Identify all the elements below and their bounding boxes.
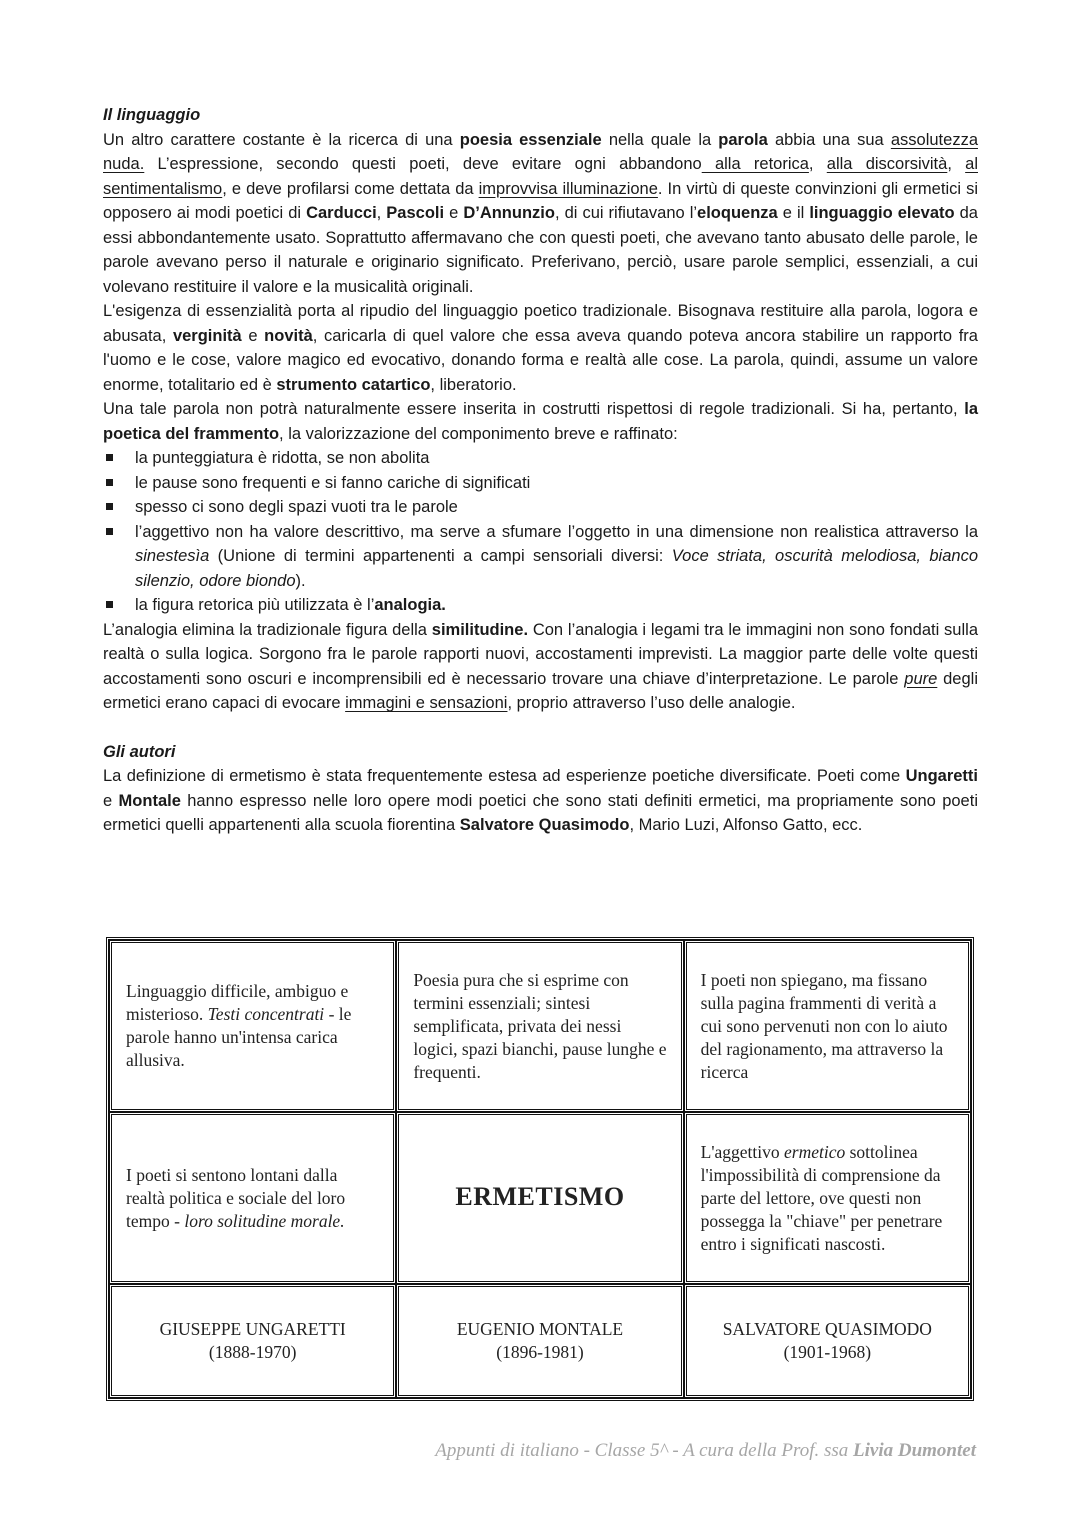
author-name: SALVATORE QUASIMODO bbox=[722, 1319, 932, 1339]
bullet-list-frammento bbox=[103, 446, 978, 618]
paragraph-linguaggio-4: L’analogia elimina la tradizionale figura della similitudine. Con l’analogia i legami tra le immagini non sono fondati sulla realtà o sulla logica. Sorgono fra le parole rapporti nuovi, accostamenti imprevisti. La maggior parte delle volte questi accostamenti sono oscuri e incomprensibili ed è necessario trovare una chiave d’interpretazione. Le parole pure degli ermetici erano capaci di evocare immagini e sensazioni, proprio attraverso l’uso delle analogie. bbox=[103, 620, 978, 712]
table-cell-solitudine: I poeti si sentono lontani dalla realtà politica e sociale del loro tempo - loro solitudine morale. bbox=[109, 1112, 396, 1284]
square-bullet-icon bbox=[106, 601, 113, 608]
table-row bbox=[109, 1284, 971, 1398]
list-item: l’aggettivo non ha valore descrittivo, ma serve a sfumare l’oggetto in una dimensione non realistica attraverso la sinestesìa (Unione di termini appartenenti a campi sensoriali diversi: Voce striata, oscurità melodiosa, bianco silenzio, odore biondo). bbox=[103, 520, 978, 594]
author-years: (1901-1968) bbox=[783, 1342, 872, 1362]
paragraph-linguaggio-2: L'esigenza di essenzialità porta al ripudio del linguaggio poetico tradizionale. Bisognava restituire alla parola, logora e abusata, verginità e novità, caricarla di quel valore che essa aveva quando poteva ancora stabilire un rapporto fra l'uomo e le cose, valore magico ed evocativo, donando forma e realtà alle cose. La parola, quindi, assume un valore enorme, totalitario ed è strumento catartico, liberatorio. bbox=[103, 302, 978, 394]
author-cell bbox=[684, 1284, 971, 1398]
table-row bbox=[109, 940, 971, 1112]
square-bullet-icon bbox=[106, 454, 113, 461]
list-item: la figura retorica più utilizzata è l’analogia. bbox=[103, 593, 978, 618]
list-item: spesso ci sono degli spazi vuoti tra le parole bbox=[103, 495, 978, 520]
table-title: ERMETISMO bbox=[455, 1182, 625, 1211]
list-item: le pause sono frequenti e si fanno cariche di significati bbox=[103, 471, 978, 496]
table-cell-title bbox=[396, 1112, 683, 1284]
paragraph-autori: La definizione di ermetismo è stata frequentemente estesa ad esperienze poetiche diversificate. Poeti come Ungaretti e Montale hanno espresso nelle loro opere modi poetici che sono stati definiti ermetici, ma propriamente sono poeti ermetici quelli appartenenti alla scuola fiorentina Salvatore Quasimodo, Mario Luzi, Alfonso Gatto, ecc. bbox=[103, 767, 978, 834]
author-cell bbox=[396, 1284, 683, 1398]
section-heading-autori: Gli autori bbox=[103, 742, 176, 761]
paragraph-linguaggio-1: Un altro carattere costante è la ricerca di una poesia essenziale nella quale la parola abbia una sua assolutezza nuda. L’espressione, secondo questi poeti, deve evitare ogni abbandono alla retorica, alla discorsività, al sentimentalismo, e deve profilarsi come dettata da improvvisa illuminazione. In virtù di queste convinzioni gli ermetici si opposero ai modi poetici di Carducci, Pascoli e D’Annunzio, di cui rifiutavano l’eloquenza e il linguaggio elevato da essi abbondantemente usato. Soprattutto affermavano che con questi poeti, che avevano tanto abusato delle parole, le parole avevano perso il naturale e originario significato. Preferivano, perciò, usare parole semplici, essenziali, a cui volevano restituire il valore e la musicalità originali. bbox=[103, 130, 978, 296]
ermetismo-summary-table bbox=[106, 937, 974, 1401]
table-cell-linguaggio: Linguaggio difficile, ambiguo e misterioso. Testi concentrati - le parole hanno un'intensa carica allusiva. bbox=[109, 940, 396, 1112]
author-name: GIUSEPPE UNGARETTI bbox=[159, 1319, 346, 1339]
table-cell-aggettivo: L'aggettivo ermetico sottolinea l'impossibilità di comprensione da parte del lettore, ove questi non possegga la "chiave" per penetrare entro i significati nascosti. bbox=[684, 1112, 971, 1284]
table-row bbox=[109, 1112, 971, 1284]
section-heading-linguaggio: Il linguaggio bbox=[103, 106, 201, 124]
paragraph-linguaggio-3: Una tale parola non potrà naturalmente essere inserita in costrutti rispettosi di regole tradizionali. Si ha, pertanto, la poetica del frammento, la valorizzazione del componimento breve e raffinato: bbox=[103, 400, 978, 443]
square-bullet-icon bbox=[106, 479, 113, 486]
list-item: la punteggiatura è ridotta, se non abolita bbox=[103, 446, 978, 471]
table-cell-poesia-pura: Poesia pura che si esprime con termini essenziali; sintesi semplificata, privata dei nessi logici, spazi bianchi, pause lunghe e frequenti. bbox=[396, 940, 683, 1112]
author-name: EUGENIO MONTALE bbox=[456, 1319, 624, 1339]
author-cell bbox=[109, 1284, 396, 1398]
square-bullet-icon bbox=[106, 503, 113, 510]
square-bullet-icon bbox=[106, 528, 113, 535]
page-footer: Appunti di italiano - Classe 5^ - A cura della Prof. ssa Livia Dumontet bbox=[435, 1440, 976, 1461]
author-years: (1888-1970) bbox=[208, 1342, 297, 1362]
author-years: (1896-1981) bbox=[496, 1342, 584, 1362]
table-cell-poeti-frammenti: I poeti non spiegano, ma fissano sulla pagina frammenti di verità a cui sono pervenuti non con lo aiuto del ragionamento, ma attraverso la ricerca bbox=[684, 940, 971, 1112]
document-body bbox=[103, 103, 978, 838]
